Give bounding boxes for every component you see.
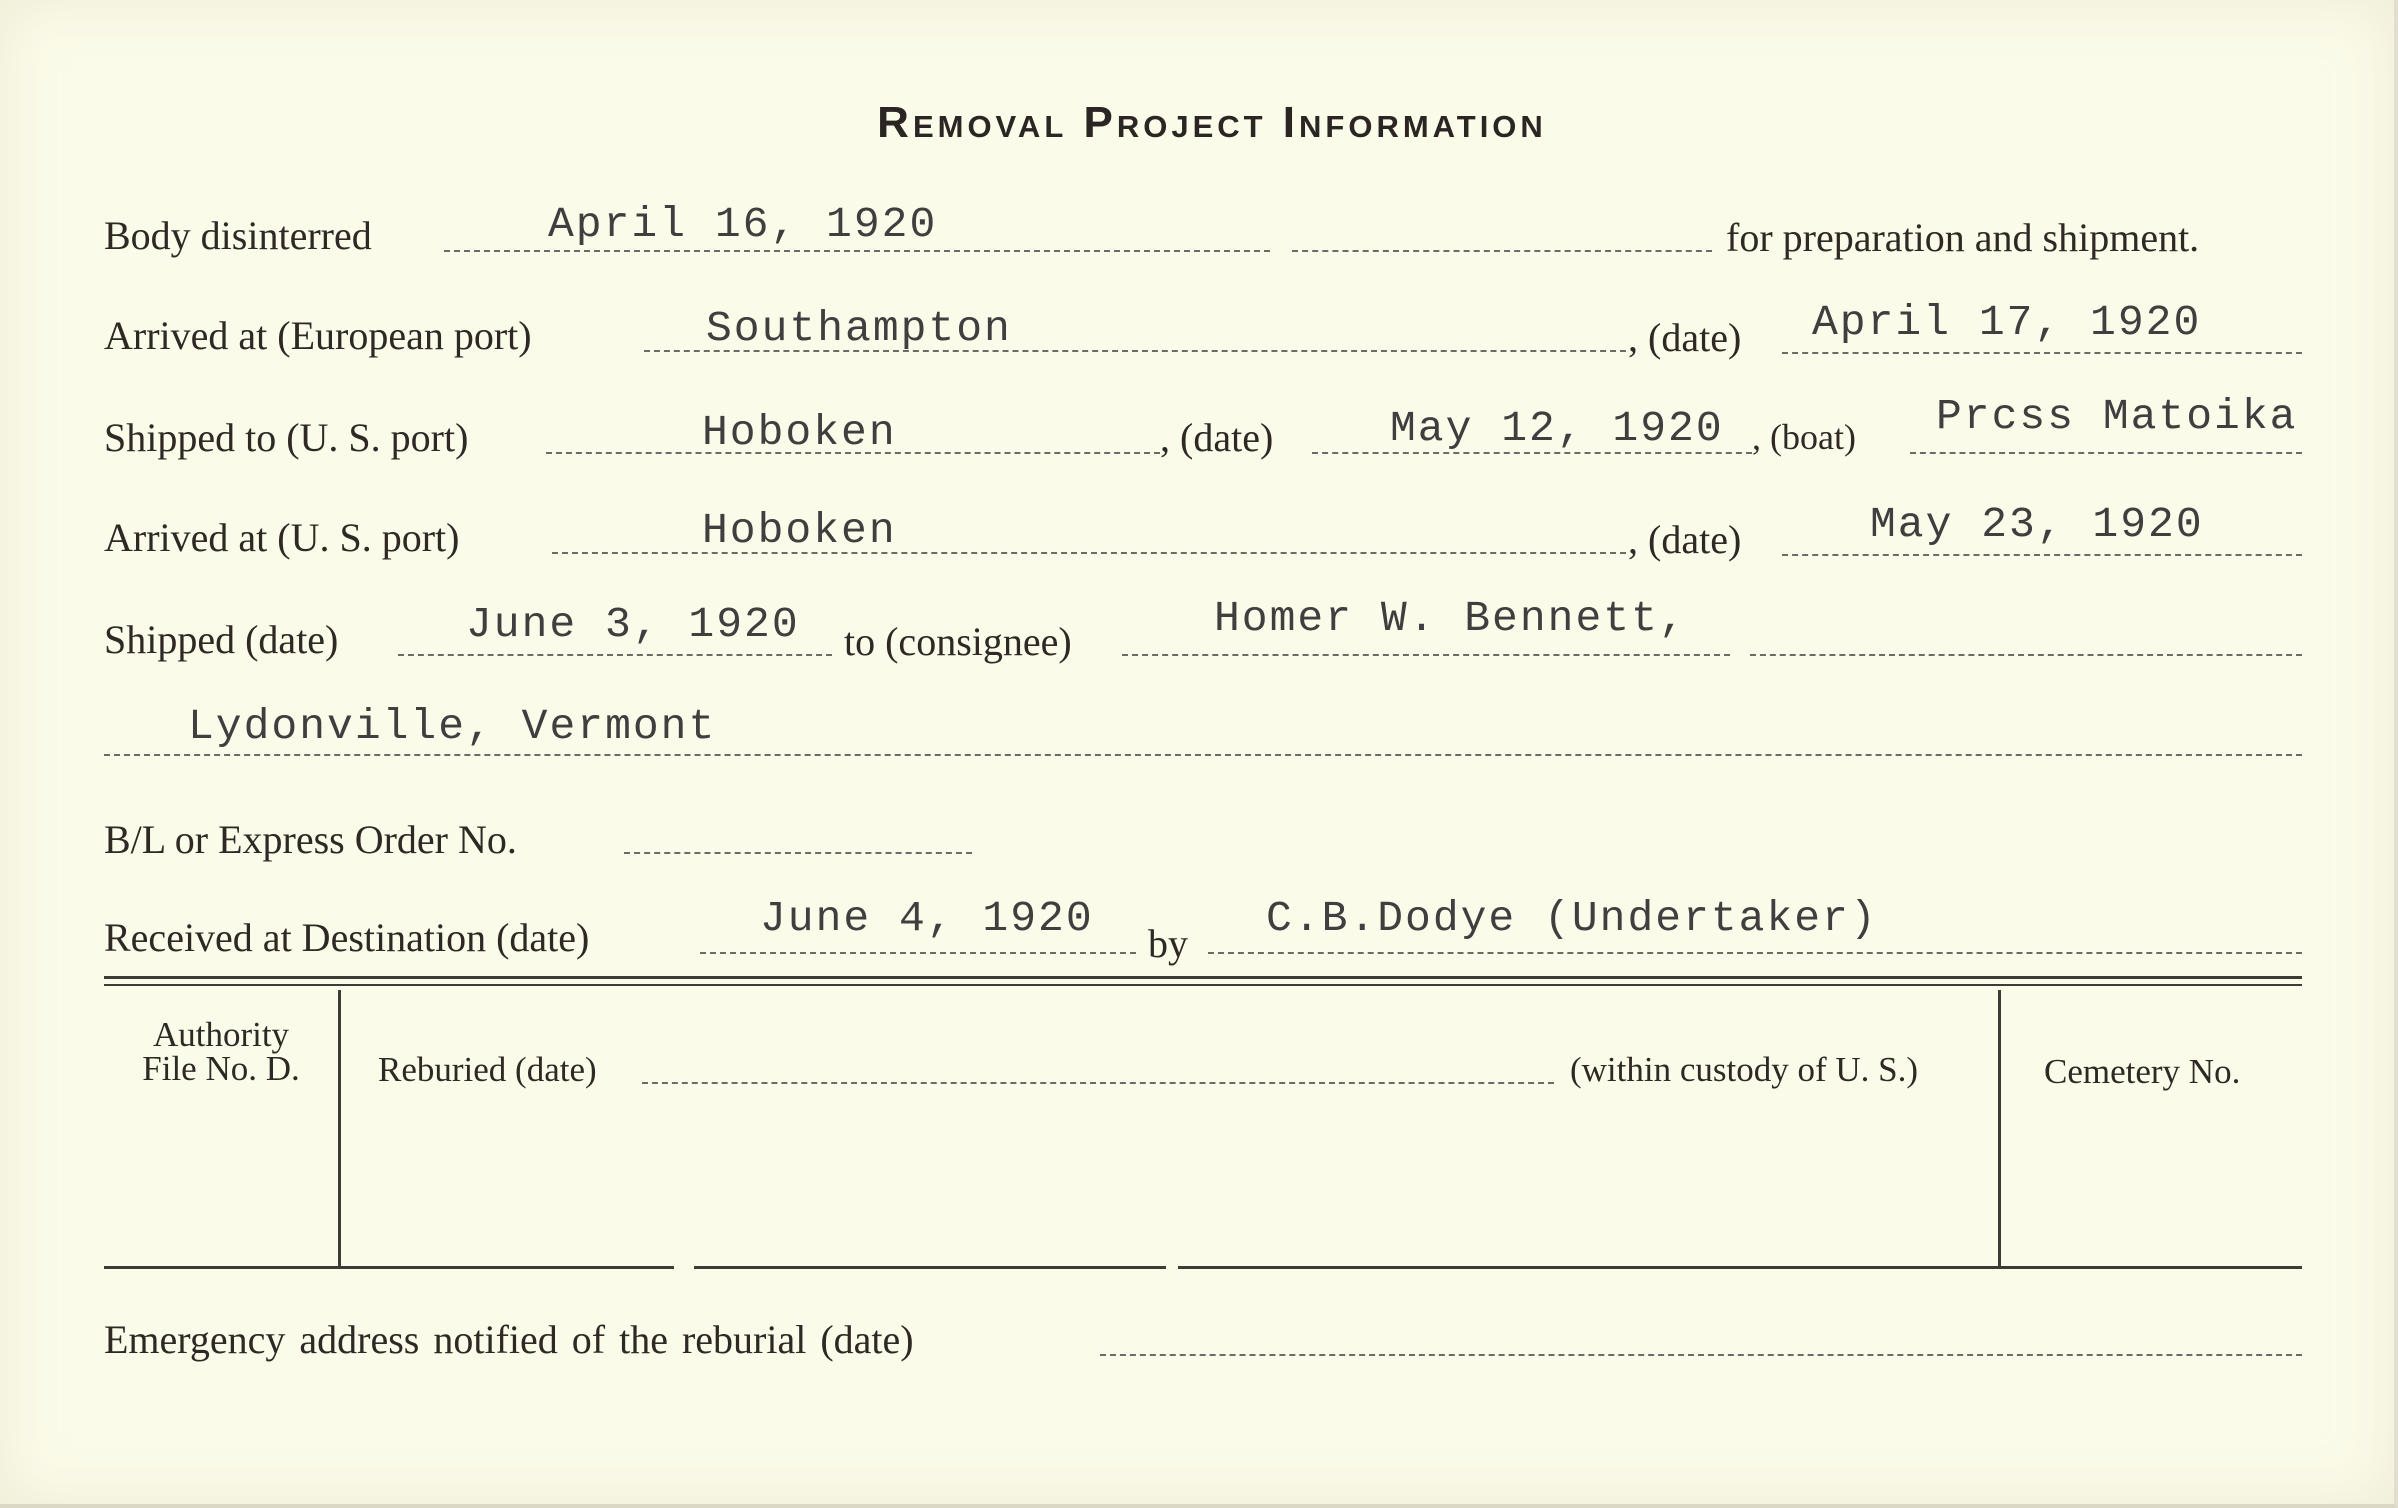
address-line xyxy=(104,754,2302,756)
shipped-us-boat-value: Prcss Matoika xyxy=(1936,392,2298,441)
body-disinterred-line-2 xyxy=(1292,250,1712,252)
emergency-label: Emergency address notified of the reburial (date) xyxy=(104,1317,914,1362)
authority-label: Authority xyxy=(152,1015,290,1054)
shipped-date-label: Shipped (date) xyxy=(104,617,339,662)
consignee-line xyxy=(1122,654,1730,656)
consignee-label: to (consignee) xyxy=(844,619,1072,664)
authority-cell xyxy=(104,1015,338,1088)
shipped-us-date-label: , (date) xyxy=(1160,415,1274,460)
table-bottom-rule-a xyxy=(104,1266,674,1269)
reburied-label: Reburied (date) xyxy=(378,1050,597,1089)
table-bottom-rule-c xyxy=(1178,1266,2302,1269)
received-by-line xyxy=(1208,952,2302,954)
arrived-european-date-label: , (date) xyxy=(1628,315,1742,360)
received-label: Received at Destination (date) xyxy=(104,915,590,960)
shipped-us-boat-line xyxy=(1910,452,2302,454)
table-top-rule-2 xyxy=(104,984,2302,986)
bl-order-line xyxy=(624,852,972,854)
arrived-us-value: Hoboken xyxy=(702,506,897,555)
cemetery-label: Cemetery No. xyxy=(2044,1052,2241,1091)
received-date-value: June 4, 1920 xyxy=(760,894,1094,943)
file-no-label: File No. D. xyxy=(142,1049,300,1088)
received-by-label: by xyxy=(1148,921,1188,966)
emergency-line xyxy=(1100,1354,2302,1356)
shipped-us-value: Hoboken xyxy=(702,408,897,457)
bl-order-label: B/L or Express Order No. xyxy=(104,817,517,862)
consignee-value: Homer W. Bennett, xyxy=(1214,594,1687,643)
shipped-us-boat-label: , (boat) xyxy=(1752,417,1856,457)
arrived-european-value: Southampton xyxy=(706,304,1012,353)
table-divider-left xyxy=(338,990,341,1266)
body-disinterred-label: Body disinterred xyxy=(104,213,372,258)
body-disinterred-suffix: for preparation and shipment. xyxy=(1726,215,2200,260)
shipped-date-value: June 3, 1920 xyxy=(466,600,800,649)
arrived-us-label: Arrived at (U. S. port) xyxy=(104,515,460,560)
arrived-us-date-label: , (date) xyxy=(1628,517,1742,562)
received-date-line xyxy=(700,952,1136,954)
card-title: Removal Project Information xyxy=(877,98,1547,147)
table-divider-right xyxy=(1998,990,2001,1266)
received-by-value: C.B.Dodye (Undertaker) xyxy=(1266,894,1878,943)
body-disinterred-line xyxy=(444,250,1270,252)
arrived-european-date-value: April 17, 1920 xyxy=(1812,298,2202,347)
arrived-european-label: Arrived at (European port) xyxy=(104,313,532,358)
table-bottom-rule-b xyxy=(694,1266,1166,1269)
body-disinterred-value: April 16, 1920 xyxy=(548,200,938,249)
consignee-address-value: Lydonville, Vermont xyxy=(188,702,717,751)
shipped-us-date-value: May 12, 1920 xyxy=(1390,404,1724,453)
custody-label: (within custody of U. S.) xyxy=(1570,1050,1919,1089)
arrived-us-date-line xyxy=(1782,554,2302,556)
shipped-us-label: Shipped to (U. S. port) xyxy=(104,415,469,460)
arrived-us-date-value: May 23, 1920 xyxy=(1870,500,2204,549)
shipped-date-line xyxy=(398,654,832,656)
consignee-line-2 xyxy=(1750,654,2302,656)
arrived-european-date-line xyxy=(1782,352,2302,354)
table-top-rule xyxy=(104,976,2302,979)
reburied-line xyxy=(642,1082,1554,1084)
